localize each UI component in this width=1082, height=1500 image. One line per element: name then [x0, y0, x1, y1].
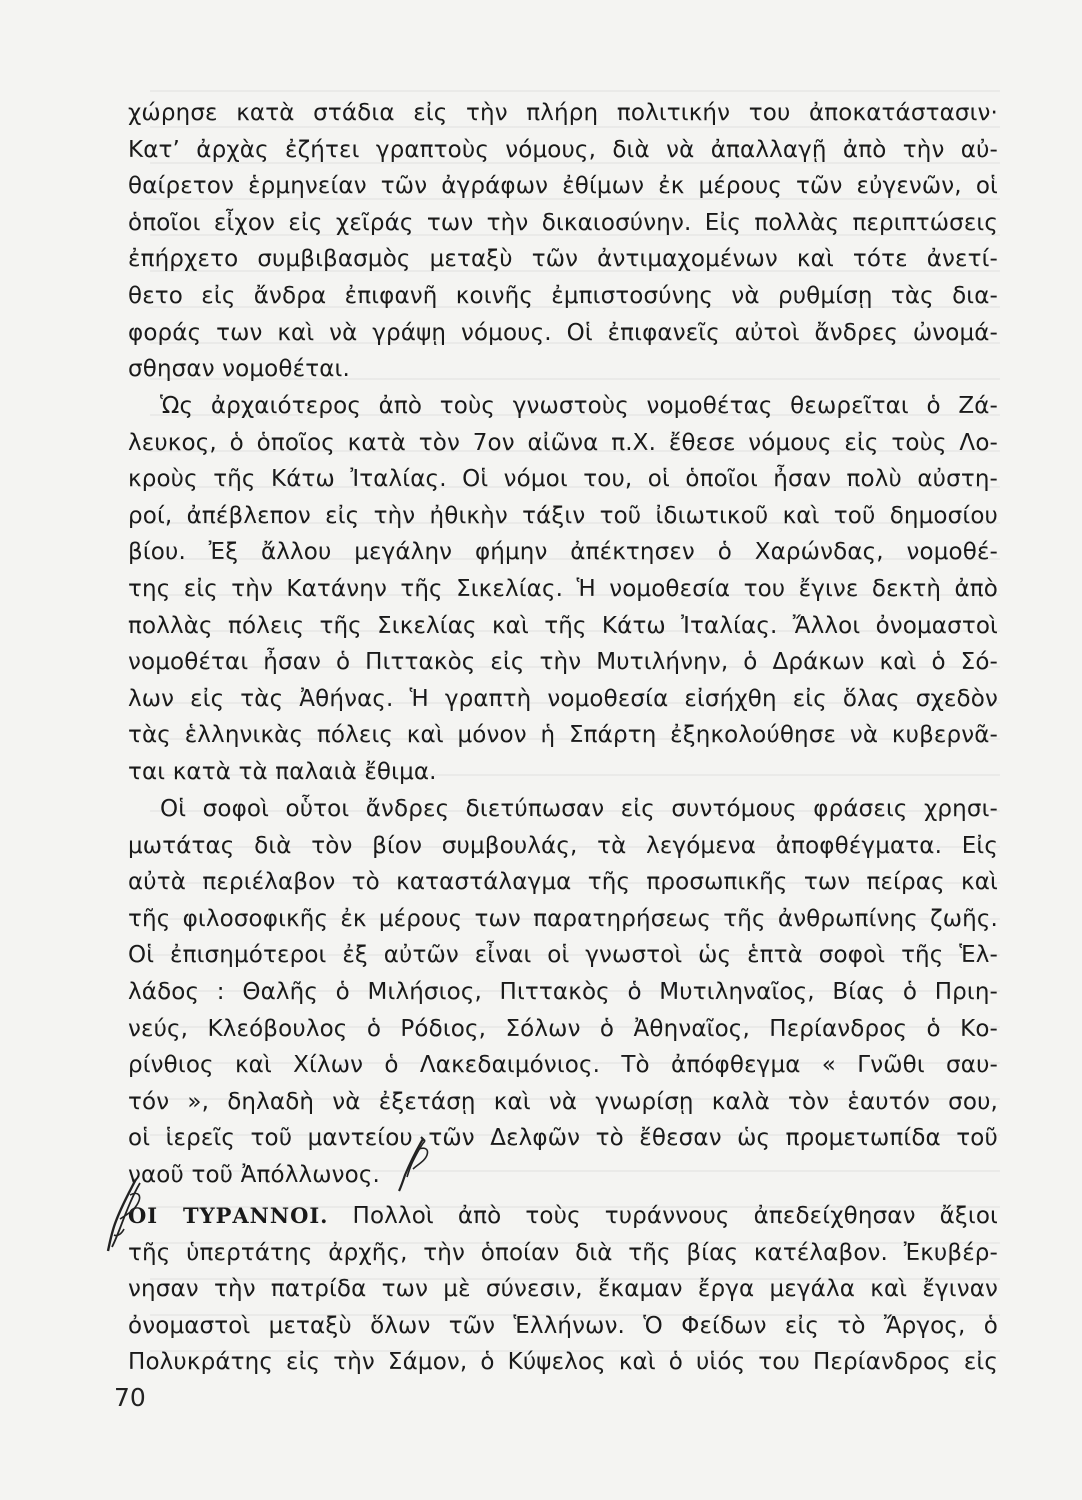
text-line: θαίρετον ἑρμηνείαν τῶν ἀγράφων ἐθίμων ἐκ μέρους τῶν εὐγενῶν, οἱ: [128, 173, 998, 200]
text-line: βίου. Ἐξ ἄλλου μεγάλην φήμην ἀπέκτησεν ὁ Χαρώνδας, νομοθέ-: [128, 539, 998, 566]
text-line: φοράς των καὶ νὰ γράψῃ νόμους. Οἱ ἐπιφανεῖς αὐτοὶ ἄνδρες ὠνομά-: [128, 319, 998, 346]
text-line: ναοῦ τοῦ Ἀπόλλωνος.: [128, 1161, 380, 1188]
text-line: κροὺς τῆς Κάτω Ἰταλίας. Οἱ νόμοι του, οἱ ὁποῖοι ἦσαν πολὺ αὐστη-: [128, 466, 998, 493]
text-line: οἱ ἱερεῖς τοῦ μαντείου τῶν Δελφῶν τὸ ἔθεσαν ὡς προμετωπίδα τοῦ: [128, 1125, 998, 1152]
text-line: ροί, ἀπέβλεπον εἰς τὴν ἠθικὴν τάξιν τοῦ ἰδιωτικοῦ καὶ τοῦ δημοσίου: [128, 502, 998, 529]
text-line: πολλὰς πόλεις τῆς Σικελίας καὶ τῆς Κάτω Ἰταλίας. Ἄλλοι ὀνομαστοὶ: [128, 612, 998, 639]
text-line: Πολυκράτης εἰς τὴν Σάμον, ὁ Κύψελος καὶ ὁ υἱός του Περίανδρος εἰς: [128, 1349, 998, 1376]
text-line: ἐπήρχετο συμβιβασμὸς μεταξὺ τῶν ἀντιμαχομένων καὶ τότε ἀνετί-: [128, 246, 998, 273]
text-line: νεύς, Κλεόβουλος ὁ Ρόδιος, Σόλων ὁ Ἀθηναῖος, Περίανδρος ὁ Κο-: [128, 1015, 998, 1042]
section-heading: ΟΙ ΤΥΡΑΝΝΟΙ.: [128, 1203, 329, 1228]
text-line: λάδος : Θαλῆς ὁ Μιλήσιος, Πιττακὸς ὁ Μυτιληναῖος, Βίας ὁ Πριη-: [128, 978, 998, 1005]
text-line: τόν », δηλαδὴ νὰ ἐξετάσῃ καὶ νὰ γνωρίσῃ καλὰ τὸν ἑαυτόν σου,: [128, 1088, 998, 1115]
text-line: χώρησε κατὰ στάδια εἰς τὴν πλήρη πολιτικήν του ἀποκατάστασιν·: [128, 100, 998, 126]
heading-line-rest: Πολλοὶ ἀπὸ τοὺς τυράννους ἀπεδείχθησαν ἄξιοι: [328, 1203, 998, 1229]
text-line: θετο εἰς ἄνδρα ἐπιφανῆ κοινῆς ἐμπιστοσύνης νὰ ρυθμίσῃ τὰς δια-: [128, 282, 998, 309]
text-line: νησαν τὴν πατρίδα των μὲ σύνεσιν, ἔκαμαν ἔργα μεγάλα καὶ ἔγιναν: [128, 1276, 998, 1303]
text-line: της εἰς τὴν Κατάνην τῆς Σικελίας. Ἡ νομοθεσία του ἔγινε δεκτὴ ἀπὸ: [128, 575, 998, 602]
text-line: Ὡς ἀρχαιότερος ἀπὸ τοὺς γνωστοὺς νομοθέτας θεωρεῖται ὁ Ζά-: [160, 393, 998, 419]
text-line: ρίνθιος καὶ Χίλων ὁ Λακεδαιμόνιος. Τὸ ἀπόφθεγμα « Γνῶθι σαυ-: [128, 1052, 998, 1079]
paragraph-2: [128, 388, 998, 791]
page-number: 70: [114, 1383, 146, 1412]
text-line: σθησαν νομοθέται.: [128, 356, 350, 383]
text-line: τὰς ἑλληνικὰς πόλεις καὶ μόνον ἡ Σπάρτη ἐξηκολούθησε νὰ κυβερνᾶ-: [128, 722, 998, 749]
paragraph-4: [128, 1198, 998, 1381]
text-line: τῆς ὑπερτάτης ἀρχῆς, τὴν ὁποίαν διὰ τῆς βίας κατέλαβον. Ἐκυβέρ-: [128, 1239, 998, 1266]
text-line: Κατ’ ἀρχὰς ἐζήτει γραπτοὺς νόμους, διὰ νὰ ἀπαλλαγῇ ἀπὸ τὴν αὐ-: [128, 136, 998, 163]
text-line: αὐτὰ περιέλαβον τὸ καταστάλαγμα τῆς προσωπικῆς των πείρας καὶ: [128, 869, 998, 896]
text-line: λευκος, ὁ ὁποῖος κατὰ τὸν 7ον αἰῶνα π.Χ. ἔθεσε νόμους εἰς τοὺς Λο-: [128, 429, 998, 456]
text-line: τῆς φιλοσοφικῆς ἐκ μέρους των παρατηρήσεως τῆς ἀνθρωπίνης ζωῆς.: [128, 905, 998, 932]
text-line: Οἱ ἐπισημότεροι ἐξ αὐτῶν εἶναι οἱ γνωστοὶ ὡς ἑπτὰ σοφοὶ τῆς Ἑλ-: [128, 942, 998, 969]
text-line: Οἱ σοφοὶ οὗτοι ἄνδρες διετύπωσαν εἰς συντόμους φράσεις χρησι-: [160, 796, 998, 822]
text-line: ται κατὰ τὰ παλαιὰ ἔθιμα.: [128, 758, 437, 785]
text-line: μωτάτας διὰ τὸν βίον συμβουλάς, τὰ λεγόμενα ἀποφθέγματα. Εἰς: [128, 832, 998, 859]
heading-line: [128, 1198, 998, 1235]
text-line: νομοθέται ἦσαν ὁ Πιττακὸς εἰς τὴν Μυτιλήνην, ὁ Δράκων καὶ ὁ Σό-: [128, 649, 998, 676]
text-line: λων εἰς τὰς Ἀθήνας. Ἡ γραπτὴ νομοθεσία εἰσήχθη εἰς ὅλας σχεδὸν: [128, 685, 998, 712]
text-line: ὀνομαστοὶ μεταξὺ ὅλων τῶν Ἑλλήνων. Ὁ Φείδων εἰς τὸ Ἄργος, ὁ: [128, 1312, 998, 1339]
paragraph-1: [128, 95, 998, 388]
paragraph-3: [128, 791, 998, 1194]
text-line: ὁποῖοι εἶχον εἰς χεῖράς των τὴν δικαιοσύνην. Εἰς πολλὰς περιπτώσεις: [128, 209, 998, 236]
